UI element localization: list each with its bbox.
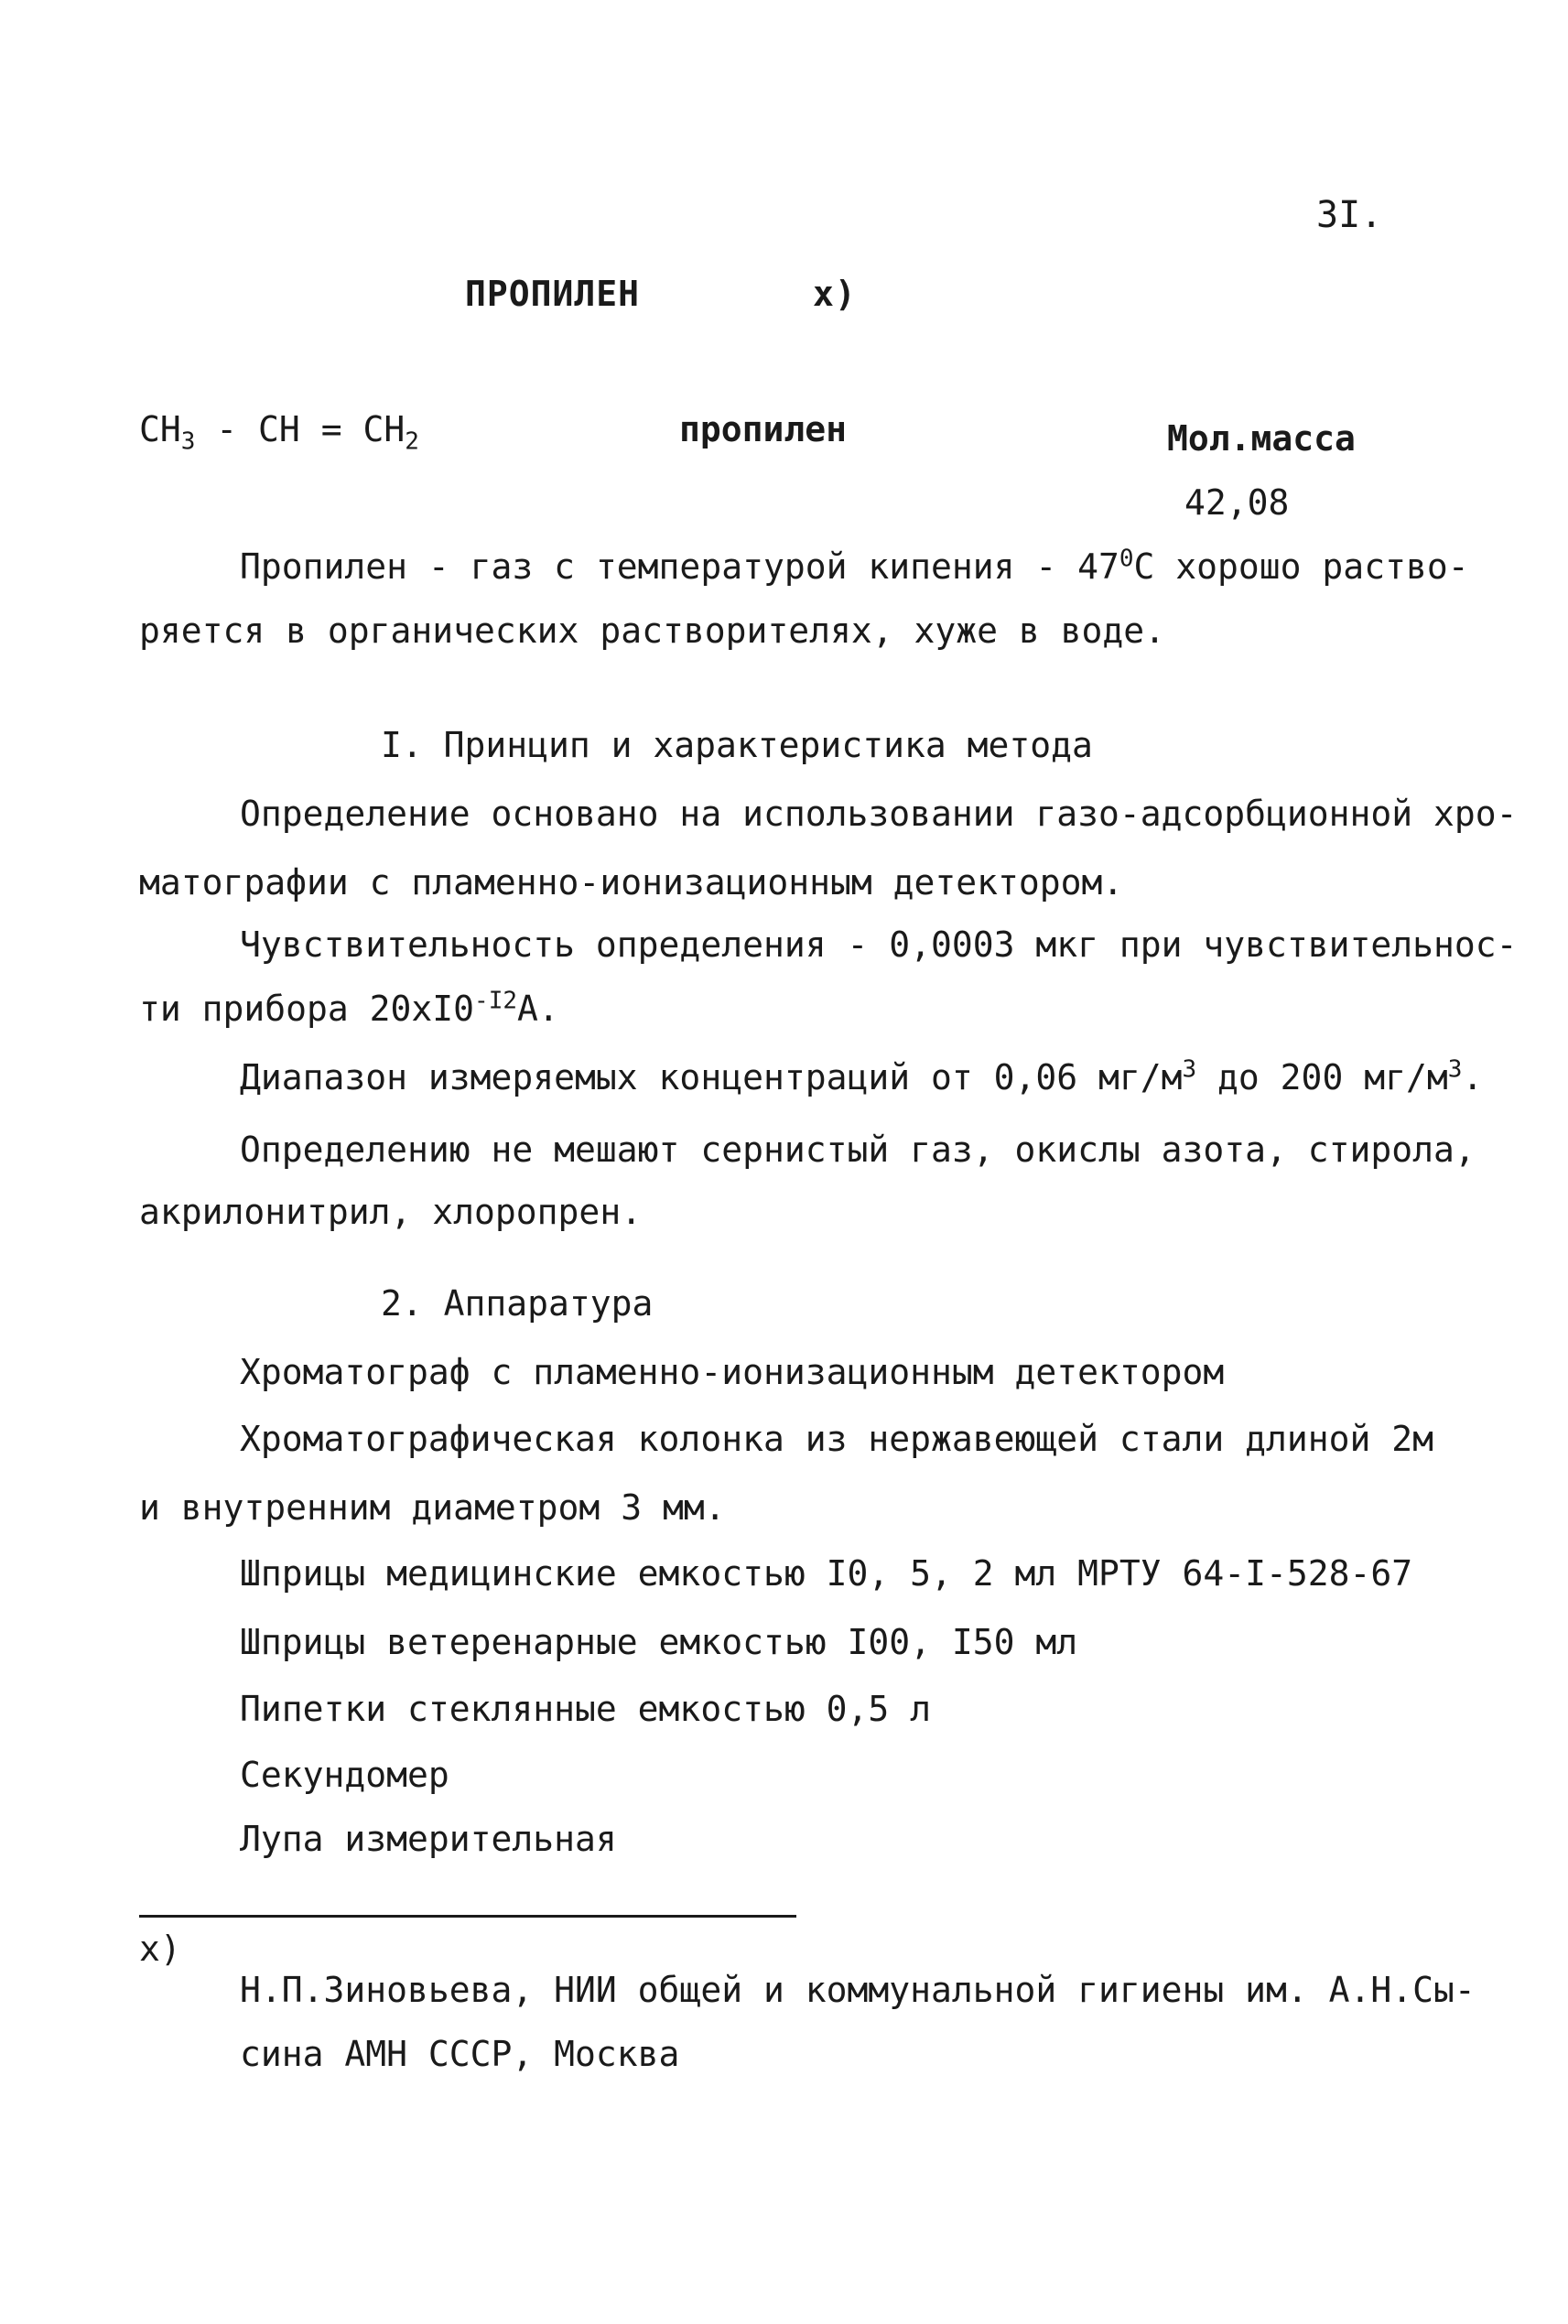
- section1-p1-line2: матографии с пламенно-ионизационным детектором.: [139, 862, 1124, 903]
- equipment-item: Хроматографическая колонка из нержавеющей стали длиной 2м: [240, 1419, 1434, 1459]
- page-title: ПРОПИЛЕН: [465, 274, 641, 314]
- footnote-divider: [139, 1915, 796, 1918]
- intro-line-2: ряется в органических растворителях, хуже в воде.: [139, 611, 1166, 651]
- chemical-formula: [139, 409, 419, 456]
- mol-mass-label: Мол.масса: [1167, 418, 1356, 459]
- section1-p4-line1: Определению не мешают сернистый газ, окислы азота, стирола,: [240, 1130, 1476, 1170]
- mol-mass-value: 42,08: [1184, 482, 1290, 523]
- formula-sub1: 3: [180, 427, 196, 456]
- intro-line-1: Пропилен - газ с температурой кипения - $47^0С$ хорошо раство-: [240, 545, 1469, 587]
- equipment-item: Секундомер: [240, 1755, 449, 1795]
- formula-part1: CH: [139, 409, 181, 449]
- page-number: 3I.: [1316, 194, 1383, 236]
- equipment-item: Пипетки стеклянные емкостью 0,5 л: [240, 1689, 931, 1729]
- equipment-item: Шприцы ветеренарные емкостью I00, I50 мл: [240, 1622, 1078, 1662]
- section1-p3: Диапазон измеряемых концентраций от 0,06 $мг/м^3$ до 200 $мг/м^3$.: [240, 1055, 1484, 1097]
- footnote-line-1: Н.П.Зиновьева, НИИ общей и коммунальной гигиены им. А.Н.Сы-: [240, 1970, 1476, 2010]
- formula-sub2: 2: [405, 427, 419, 456]
- section1-p4-line2: акрилонитрил, хлоропрен.: [139, 1192, 643, 1232]
- footnote-line-2: сина АМН СССР, Москва: [240, 2034, 680, 2074]
- compound-name: пропилен: [679, 409, 848, 449]
- section1-p1-line1: Определение основано на использовании газо-адсорбционной хро-: [240, 794, 1518, 834]
- equipment-item: и внутренним диаметром 3 мм.: [139, 1487, 726, 1528]
- equipment-item: Хроматограф с пламенно-ионизационным детектором: [240, 1352, 1225, 1392]
- footnote-mark: х): [139, 1929, 181, 1969]
- section2-heading: 2. Аппаратура: [381, 1283, 654, 1324]
- equipment-item: Шприцы медицинские емкостью I0, 5, 2 мл МРТУ 64-I-528-67: [240, 1553, 1413, 1594]
- title-footnote-mark: х): [813, 274, 857, 314]
- section1-p2-line1: Чувствительность определения - 0,0003 мкг при чувствительнос-: [240, 924, 1518, 965]
- section1-p2-line2: ти прибора $20xI0^{-I2}А$.: [139, 987, 559, 1029]
- formula-part2: - CH = CH: [195, 409, 406, 449]
- equipment-item: Лупа измерительная: [240, 1819, 617, 1859]
- section1-heading: I. Принцип и характеристика метода: [381, 725, 1093, 765]
